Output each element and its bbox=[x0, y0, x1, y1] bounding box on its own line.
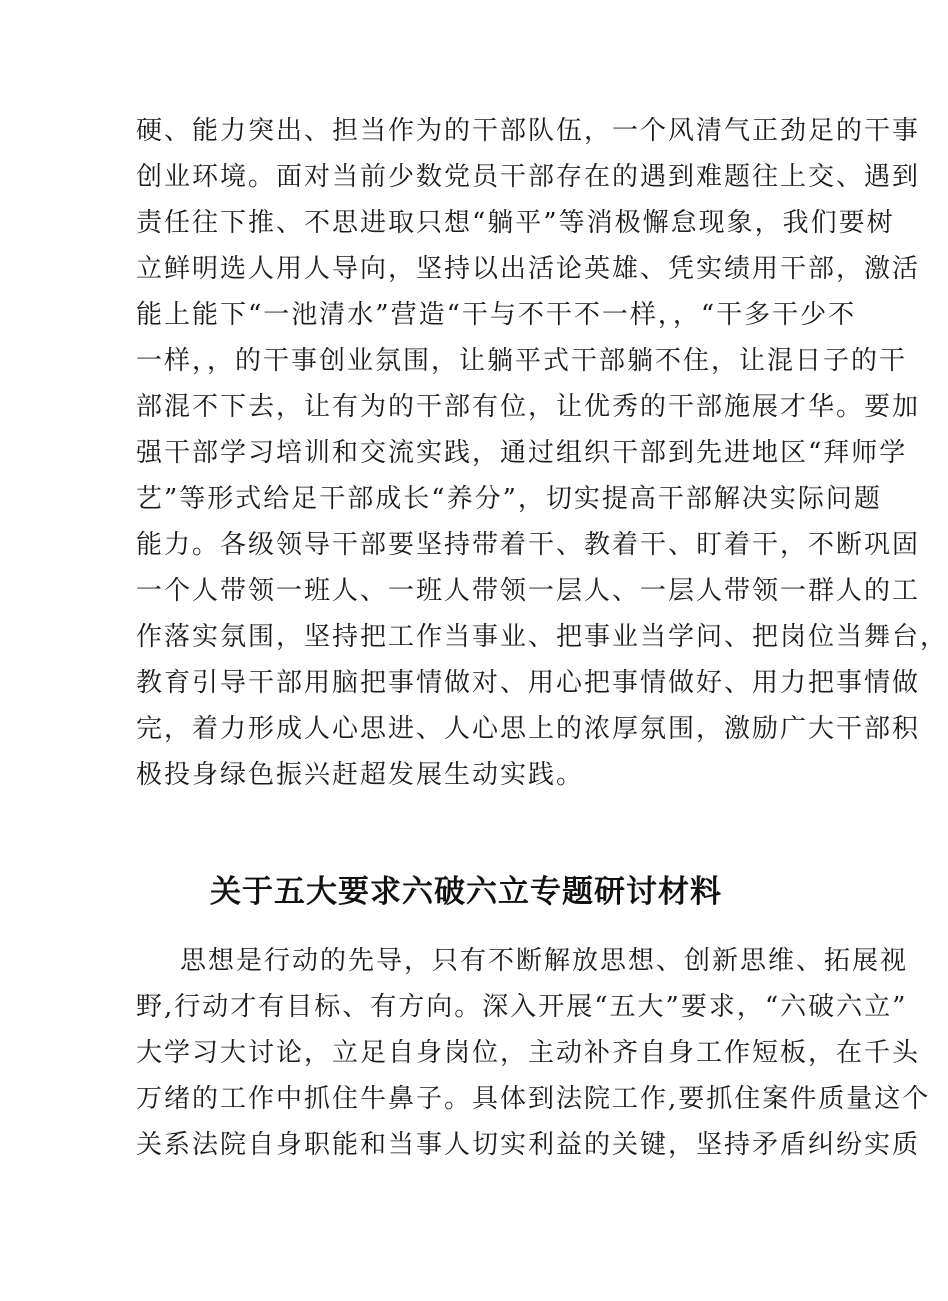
section-heading: 关于五大要求六破六立专题研讨材料 bbox=[210, 874, 722, 910]
text-line: 作落实氛围，坚持把工作当事业、把事业当学问、把岗位当舞台， bbox=[136, 622, 948, 652]
text-line: 一个人带领一班人、一班人带领一层人、一层人带领一群人的工 bbox=[136, 576, 921, 606]
text-line: 立鲜明选人用人导向，坚持以出活论英雄、凭实绩用干部，激活 bbox=[136, 254, 921, 284]
text-line: 思想是行动的先导，只有不断解放思想、创新思维、拓展视 bbox=[180, 946, 909, 976]
text-line: 部混不下去，让有为的干部有位，让优秀的干部施展才华。要加 bbox=[136, 392, 921, 422]
text-line: 一样，，的干事创业氛围，让躺平式干部躺不住，让混日子的干 bbox=[136, 346, 908, 376]
text-line: 能力。各级领导干部要坚持带着干、教着干、盯着干，不断巩固 bbox=[136, 530, 921, 560]
text-line: 极投身绿色振兴赶超发展生动实践。 bbox=[136, 760, 585, 790]
text-line: 硬、能力突出、担当作为的干部队伍，一个风清气正劲足的干事 bbox=[136, 116, 921, 146]
text-line: 关系法院自身职能和当事人切实利益的关键，坚持矛盾纠纷实质 bbox=[136, 1130, 921, 1160]
text-line: 完，着力形成人心思进、人心思上的浓厚氛围，激励广大干部积 bbox=[136, 714, 921, 744]
text-line: 野,行动才有目标、有方向。深入开展“五大”要求，“六破六立” bbox=[136, 992, 908, 1022]
text-line: 责任往下推、不思进取只想“躺平”等消极懈怠现象，我们要树 bbox=[136, 208, 895, 238]
text-line: 创业环境。面对当前少数党员干部存在的遇到难题往上交、遇到 bbox=[136, 162, 921, 192]
text-line: 能上能下“一池清水”营造“干与不干不一样，，“干多干少不 bbox=[136, 300, 857, 330]
text-line: 强干部学习培训和交流实践，通过组织干部到先进地区“拜师学 bbox=[136, 438, 908, 468]
text-line: 艺”等形式给足干部成长“养分”，切实提高干部解决实际问题 bbox=[136, 484, 882, 514]
body-paragraph-2 bbox=[136, 938, 931, 1168]
text-line: 教育引导干部用脑把事情做对、用心把事情做好、用力把事情做 bbox=[136, 668, 921, 698]
text-line: 大学习大讨论，立足自身岗位，主动补齐自身工作短板，在千头 bbox=[136, 1038, 921, 1068]
body-paragraph-1 bbox=[136, 108, 948, 798]
text-line: 万绪的工作中抓住牛鼻子。具体到法院工作,要抓住案件质量这个 bbox=[136, 1084, 931, 1114]
